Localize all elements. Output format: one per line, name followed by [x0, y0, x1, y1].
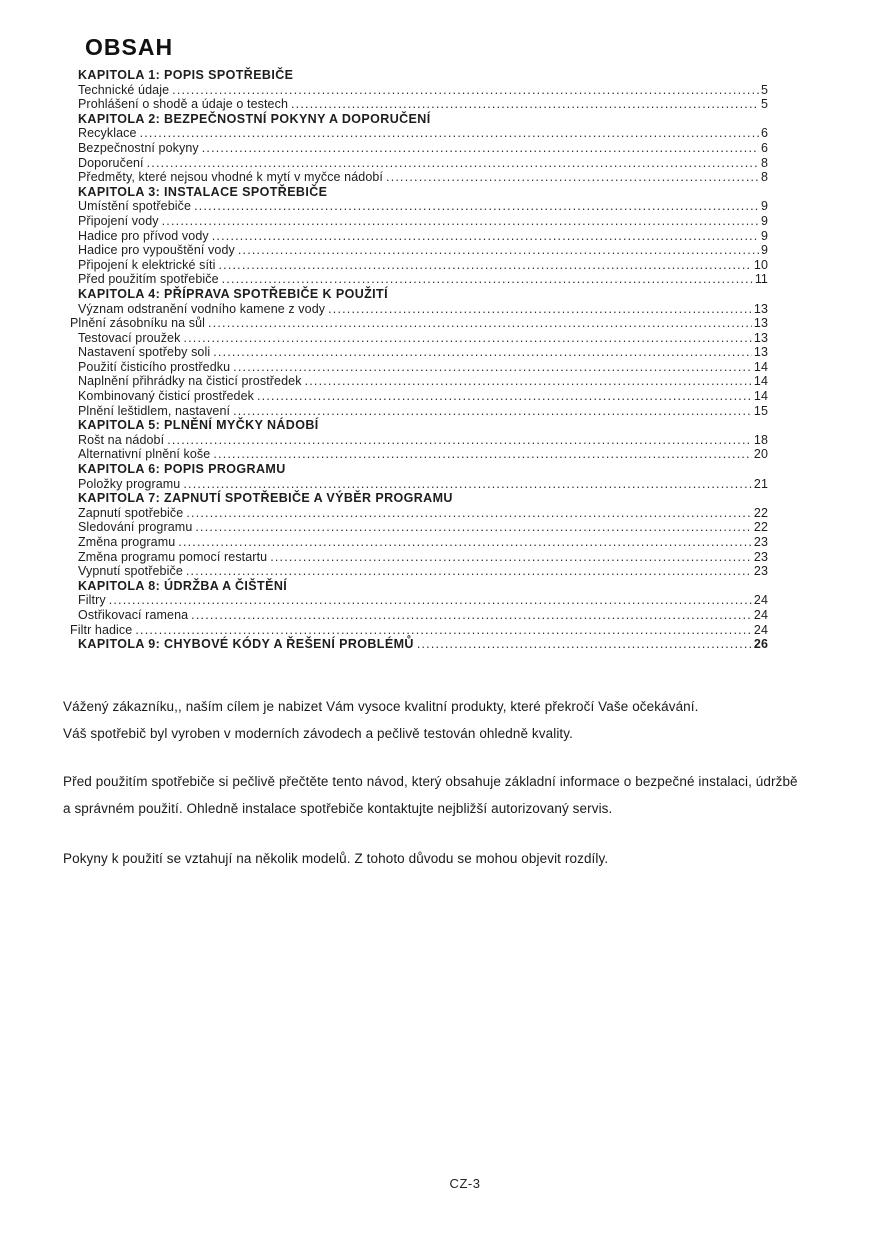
toc-entry: [78, 433, 768, 448]
toc-page-number: 24: [753, 622, 768, 637]
toc-page-number: 23: [753, 535, 768, 549]
toc-entry: [78, 170, 768, 185]
toc-chapter-heading: [78, 491, 768, 506]
toc-entry: [78, 520, 768, 535]
toc-page-number: 20: [753, 447, 768, 462]
toc-entry: [78, 345, 768, 360]
dot-leader: [218, 258, 751, 273]
toc-entry-label: Změna programu: [78, 535, 176, 549]
dot-leader: [135, 623, 752, 638]
dot-leader: [109, 593, 752, 608]
dot-leader: [386, 170, 759, 185]
toc-entry-label: Sledování programu: [78, 520, 193, 535]
toc-entry: [78, 229, 768, 244]
toc-entry-label: Rošt na nádobí: [78, 432, 165, 447]
toc-page-number: 22: [753, 505, 768, 520]
dot-leader: [183, 331, 751, 346]
toc-entry: [78, 156, 768, 171]
toc-page-number: 5: [760, 82, 768, 97]
toc-page-number: 14: [753, 359, 768, 374]
intro-paragraph: [63, 694, 803, 747]
dot-leader: [147, 156, 759, 171]
intro-line-2: Váš spotřebič byl vyroben v moderních závodech a pečlivě testován ohledně kvality.: [63, 725, 573, 741]
toc-page-number: 22: [753, 520, 768, 535]
dot-leader: [191, 608, 752, 623]
toc-page-number: 6: [760, 126, 768, 141]
toc-entry-label: Bezpečnostní pokyny: [78, 140, 199, 155]
toc-entry-label: Zapnutí spotřebiče: [78, 505, 184, 520]
toc-entry: [78, 258, 768, 273]
toc-page-number: 24: [753, 607, 768, 622]
dot-leader: [291, 97, 759, 112]
toc-entry-label: Umístění spotřebiče: [78, 199, 192, 214]
table-of-contents: [70, 68, 768, 652]
toc-entry-label: Nastavení spotřeby soli: [78, 345, 211, 360]
toc-entry-label: Prohlášení o shodě a údaje o testech: [78, 97, 288, 112]
toc-entry: [78, 550, 768, 565]
toc-chapter-heading: [78, 68, 768, 83]
toc-entry-label: Vypnutí spotřebiče: [78, 564, 183, 579]
dot-leader: [328, 302, 752, 317]
toc-page-number: 13: [753, 345, 768, 360]
toc-page-number: 15: [753, 403, 768, 418]
dot-leader: [257, 389, 752, 404]
toc-page-number: 5: [760, 97, 768, 112]
toc-entry: [78, 564, 768, 579]
toc-entry: [70, 316, 768, 331]
dot-leader: [213, 345, 752, 360]
toc-entry-label: Význam odstranění vodního kamene z vody: [78, 301, 326, 316]
toc-entry-label: KAPITOLA 1: POPIS SPOTŘEBIČE: [78, 68, 294, 82]
toc-chapter-heading: [78, 579, 768, 594]
body-paragraph: Před použitím spotřebiče si pečlivě přečtěte tento návod, který obsahuje základní informace o bezpečné instalaci, údržbě a správném použití. Ohledně instalace spotřebiče kontaktujte nejbližší autorizovaný servis.: [63, 774, 798, 816]
toc-chapter-heading: [78, 418, 768, 433]
toc-entry-label: Plnění zásobníku na sůl: [70, 316, 206, 331]
toc-chapter-heading: [78, 112, 768, 127]
toc-entry-label: Alternativní plnění koše: [78, 447, 211, 462]
toc-entry-label: Testovací proužek: [78, 330, 181, 345]
toc-page-number: 13: [753, 316, 768, 331]
toc-page-number: 8: [760, 170, 768, 185]
toc-entry: [78, 608, 768, 623]
dot-leader: [194, 199, 759, 214]
toc-entry-label: Položky programu: [78, 476, 181, 491]
dot-leader: [195, 520, 752, 535]
dot-leader: [202, 141, 759, 156]
toc-entry: [78, 331, 768, 346]
toc-page-number: 9: [760, 228, 768, 243]
toc-entry: [78, 360, 768, 375]
toc-entry-label: KAPITOLA 9: CHYBOVÉ KÓDY A ŘEŠENÍ PROBLÉMŮ: [78, 637, 414, 652]
dot-leader: [208, 316, 752, 331]
toc-page-number: 10: [753, 257, 768, 272]
toc-entry-label: Ostřikovací ramena: [78, 607, 189, 622]
toc-entry: [78, 97, 768, 112]
toc-entry: [78, 389, 768, 404]
toc-page-number: 18: [753, 432, 768, 447]
dot-leader: [140, 126, 759, 141]
toc-entry: [78, 214, 768, 229]
toc-entry-label: Hadice pro vypouštění vody: [78, 243, 235, 258]
toc-page-number: 8: [760, 155, 768, 170]
toc-entry-label: Plnění leštidlem, nastavení: [78, 403, 231, 418]
toc-entry: [78, 477, 768, 492]
dot-leader: [233, 404, 752, 419]
toc-page-number: 6: [760, 140, 768, 155]
toc-entry-label: Naplnění přihrádky na čisticí prostředek: [78, 374, 302, 389]
toc-page-number: 13: [753, 330, 768, 345]
toc-entry: [70, 623, 768, 638]
toc-entry-label: Předměty, které nejsou vhodné k mytí v myčce nádobí: [78, 170, 384, 185]
toc-entry: [78, 506, 768, 521]
toc-entry-label: Připojení vody: [78, 213, 159, 228]
toc-entry-label: KAPITOLA 8: ÚDRŽBA A ČIŠTĚNÍ: [78, 578, 288, 593]
toc-entry-label: KAPITOLA 2: BEZPEČNOSTNÍ POKYNY A DOPORUČENÍ: [78, 111, 431, 126]
dot-leader: [270, 550, 752, 565]
toc-page-number: 9: [760, 243, 768, 258]
toc-page-number: 23: [753, 549, 768, 564]
toc-entry: [78, 374, 768, 389]
toc-page-number: 24: [753, 593, 768, 608]
page-title: OBSAH: [85, 34, 174, 60]
note-paragraph: Pokyny k použití se vztahují na několik modelů. Z tohoto důvodu se mohou objevit rozdíly.: [63, 851, 609, 866]
toc-entry: [78, 126, 768, 141]
toc-entry-label: Použití čisticího prostředku: [78, 359, 231, 374]
dot-leader: [178, 535, 752, 550]
toc-entry-label: KAPITOLA 5: PLNĚNÍ MYČKY NÁDOBÍ: [78, 418, 319, 433]
toc-entry-label: Hadice pro přívod vody: [78, 228, 209, 243]
dot-leader: [167, 433, 752, 448]
toc-entry-label: KAPITOLA 7: ZAPNUTÍ SPOTŘEBIČE A VÝBĚR PROGRAMU: [78, 491, 453, 506]
toc-chapter-heading: [78, 462, 768, 477]
toc-entry: [78, 535, 768, 550]
dot-leader: [305, 374, 752, 389]
toc-entry: [78, 141, 768, 156]
dot-leader: [172, 83, 759, 98]
toc-entry: [78, 243, 768, 258]
dot-leader: [186, 506, 752, 521]
toc-entry: [78, 199, 768, 214]
dot-leader: [222, 272, 753, 287]
toc-entry-label: KAPITOLA 6: POPIS PROGRAMU: [78, 462, 286, 477]
toc-entry-label: KAPITOLA 3: INSTALACE SPOTŘEBIČE: [78, 184, 328, 199]
dot-leader: [183, 477, 752, 492]
toc-entry-label: Připojení k elektrické síti: [78, 257, 216, 272]
toc-entry-label: Filtry: [78, 593, 106, 608]
toc-chapter-heading: [78, 185, 768, 200]
toc-entry: [78, 272, 768, 287]
toc-page-number: 14: [753, 389, 768, 404]
toc-entry-label: Filtr hadice: [70, 622, 133, 637]
toc-entry-label: Doporučení: [78, 155, 144, 170]
toc-entry-label: Kombinovaný čisticí prostředek: [78, 389, 254, 404]
page-footer-label: CZ-3: [449, 1176, 481, 1191]
toc-chapter-heading: [78, 637, 768, 652]
toc-entry: [78, 404, 768, 419]
toc-entry: [78, 83, 768, 98]
toc-page-number: 13: [753, 301, 768, 316]
toc-page-number: 9: [760, 213, 768, 228]
toc-entry: [78, 593, 768, 608]
toc-page-number: 14: [753, 374, 768, 389]
toc-page-number: 26: [753, 637, 768, 652]
toc-entry-label: Změna programu pomocí restartu: [78, 549, 268, 564]
toc-entry: [78, 447, 768, 462]
dot-leader: [417, 637, 752, 652]
dot-leader: [212, 229, 759, 244]
toc-page-number: 9: [760, 199, 768, 214]
toc-entry-label: KAPITOLA 4: PŘÍPRAVA SPOTŘEBIČE K POUŽITÍ: [78, 286, 388, 301]
dot-leader: [233, 360, 752, 375]
toc-page-number: 23: [753, 564, 768, 579]
toc-page-number: 11: [754, 272, 768, 287]
dot-leader: [213, 447, 752, 462]
dot-leader: [162, 214, 759, 229]
toc-entry-label: Recyklace: [78, 126, 137, 141]
toc-entry-label: Před použitím spotřebiče: [78, 272, 219, 287]
toc-page-number: 21: [753, 476, 768, 491]
dot-leader: [238, 243, 759, 258]
intro-line-1: Vážený zákazníku,, naším cílem je nabizet Vám vysoce kvalitní produkty, které překročí Vaše očekávání.: [63, 699, 699, 714]
toc-entry-label: Technické údaje: [78, 82, 170, 97]
toc-entry: [78, 302, 768, 317]
dot-leader: [186, 564, 752, 579]
toc-chapter-heading: [78, 287, 768, 302]
